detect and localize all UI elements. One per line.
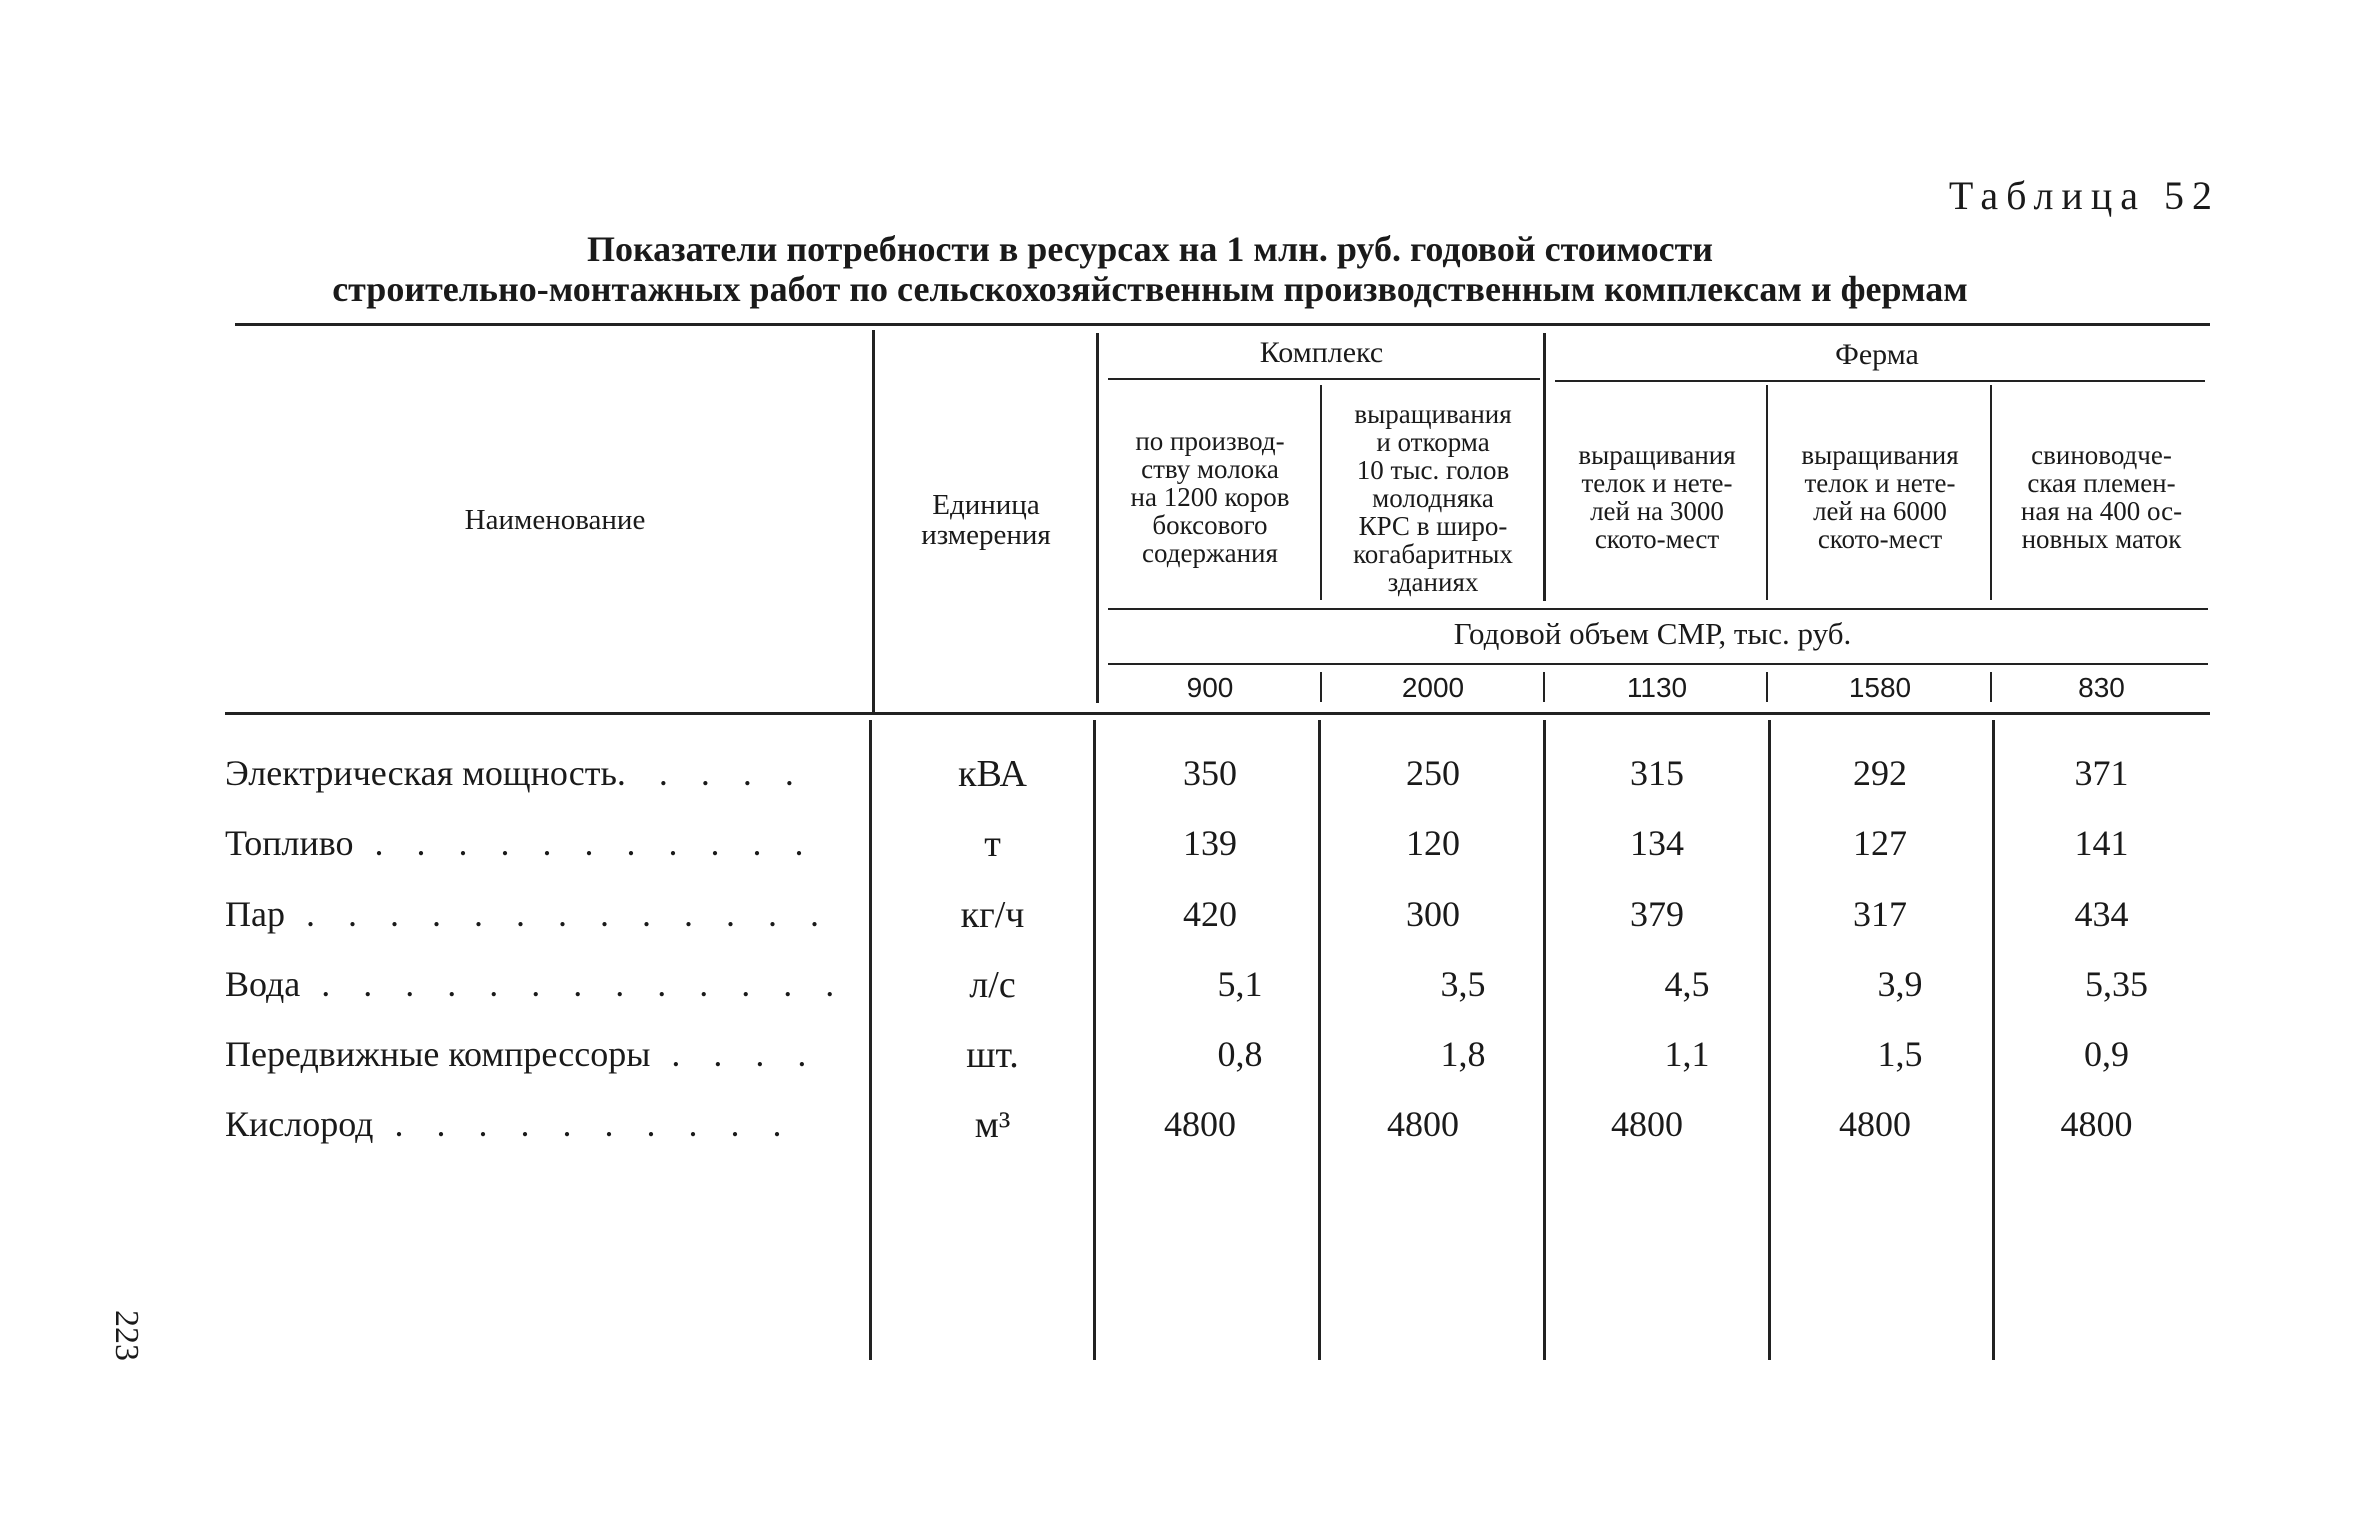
complex-group-rule (1108, 378, 1540, 380)
volume-values-rule (1108, 663, 2208, 665)
row-name-electric-power: Электрическая мощность. . . . . (225, 753, 806, 793)
row-unit-water: л/с (969, 964, 1016, 1006)
header-col-3 (1547, 441, 1767, 553)
farm-group-rule (1555, 380, 2205, 382)
header-col-3-line: лей на 3000 (1590, 496, 1724, 526)
row-unit-steam: кг/ч (960, 894, 1025, 936)
row-unit-mobile-compressors: шт. (966, 1034, 1019, 1076)
row-name-oxygen: Кислород . . . . . . . . . . (225, 1104, 794, 1144)
cell: 4800 (1839, 1104, 1911, 1144)
header-col-4-line: ското-мест (1817, 524, 1943, 554)
cell: 4800 (2060, 1104, 2133, 1144)
cell: 3,9 (1877, 964, 1923, 1004)
col-divider-4-header (1990, 385, 1992, 600)
cell: 4800 (1164, 1104, 1236, 1144)
cell: 4800 (1387, 1104, 1459, 1144)
vol-divider-1 (1320, 672, 1322, 702)
cell: 250 (1406, 753, 1460, 793)
header-col-2-line: выращивания (1354, 399, 1512, 429)
cell: 379 (1630, 894, 1684, 934)
cell: 120 (1406, 823, 1460, 863)
cell: 315 (1630, 753, 1684, 793)
header-bottom-rule (225, 712, 2210, 715)
volume-label: Годовой объем СМР, тыс. руб. (1453, 616, 1852, 651)
cell: 420 (1183, 894, 1237, 934)
cell: 5,1 (1217, 964, 1263, 1004)
col-divider-1-header (1320, 385, 1322, 600)
header-col-2-line: 10 тыс. голов (1356, 455, 1510, 485)
header-col-2-line: и откорма (1376, 427, 1490, 457)
cell: 4,5 (1664, 964, 1710, 1004)
volume-col-1: 900 (1186, 672, 1234, 703)
volume-col-2: 2000 (1401, 672, 1465, 703)
volume-col-3: 1130 (1626, 672, 1688, 703)
header-col-1 (1100, 427, 1320, 567)
row-name-water: Вода . . . . . . . . . . . . . (225, 964, 847, 1004)
volume-col-4: 1580 (1848, 672, 1912, 703)
vol-divider-4 (1990, 672, 1992, 702)
body-divider-name (869, 720, 872, 1360)
cell: 1,5 (1877, 1034, 1923, 1074)
header-col-4-line: выращивания (1801, 440, 1959, 470)
table-title-line-1: Показатели потребности в ресурсах на 1 млн. руб. годовой стоимости (586, 229, 1714, 269)
header-col-2-line: зданиях (1387, 567, 1479, 597)
header-col-5 (1994, 441, 2209, 553)
header-col-5-line: ная на 400 ос- (2020, 496, 2183, 526)
header-col-1-line: ству молока (1141, 454, 1279, 484)
header-group-complex: Комплекс (1259, 336, 1384, 369)
cell: 134 (1630, 823, 1684, 863)
row-unit-oxygen: м³ (974, 1104, 1011, 1146)
header-col-4 (1770, 441, 1990, 553)
header-col-3-line: выращивания (1578, 440, 1736, 470)
cell: 1,8 (1440, 1034, 1486, 1074)
header-col-5-line: свиноводче- (2031, 440, 2172, 470)
cell: 300 (1406, 894, 1460, 934)
cell: 0,9 (2084, 1034, 2129, 1074)
cell: 139 (1183, 823, 1237, 863)
cell: 434 (2074, 894, 2129, 934)
cell: 3,5 (1440, 964, 1486, 1004)
header-col-5-line: ская племен- (2027, 468, 2176, 498)
header-unit (876, 490, 1096, 550)
cell: 317 (1853, 894, 1907, 934)
vol-divider-2 (1543, 672, 1545, 702)
header-col-1-line: содержания (1142, 538, 1278, 568)
col-divider-2-header (1543, 333, 1546, 601)
table-title-line-2: строительно-монтажных работ по сельскохозяйственным производственным комплексам и фермам (332, 269, 1968, 309)
header-col-2-line: КРС в широ- (1358, 511, 1508, 541)
cell: 0,8 (1217, 1034, 1263, 1074)
row-unit-fuel: т (984, 823, 1001, 865)
row-name-fuel: Топливо . . . . . . . . . . . (225, 823, 816, 863)
row-name-mobile-compressors: Передвижные компрессоры . . . . (225, 1034, 819, 1074)
cell: 371 (2074, 753, 2129, 793)
row-unit-electric-power: кВА (958, 753, 1027, 795)
row-name-steam: Пар . . . . . . . . . . . . . (225, 894, 831, 934)
cell: 127 (1853, 823, 1907, 863)
cell: 141 (2074, 823, 2129, 863)
header-col-2-line: когабаритных (1353, 539, 1513, 569)
header-col-3-line: ското-мест (1594, 524, 1720, 554)
page-number: 223 (108, 1310, 145, 1361)
header-col-5-line: новных маток (2021, 524, 2182, 554)
header-col-3-line: телок и нете- (1581, 468, 1733, 498)
col-divider-name (872, 330, 875, 712)
cell: 292 (1853, 753, 1907, 793)
cell: 4800 (1611, 1104, 1683, 1144)
volume-col-5: 830 (2078, 672, 2125, 703)
volume-label-rule (1108, 608, 2208, 610)
header-col-4-line: лей на 6000 (1813, 496, 1947, 526)
header-unit-line-2: измерения (921, 519, 1051, 551)
header-group-farm: Ферма (1835, 338, 1919, 371)
header-name: Наименование (464, 504, 646, 536)
header-col-2 (1323, 400, 1543, 596)
header-col-1-line: по производ- (1135, 426, 1285, 456)
header-col-4-line: телок и нете- (1804, 468, 1956, 498)
cell: 5,35 (2085, 964, 2148, 1004)
header-col-2-line: молодняка (1372, 483, 1494, 513)
header-col-1-line: на 1200 коров (1130, 482, 1290, 512)
header-unit-line-1: Единица (932, 489, 1040, 521)
header-col-1-line: боксового (1152, 510, 1268, 540)
cell: 350 (1183, 753, 1237, 793)
col-divider-unit (1096, 333, 1099, 703)
table-number-label: Таблица 52 (1948, 173, 2220, 218)
cell: 1,1 (1664, 1034, 1710, 1074)
table-top-rule (235, 323, 2210, 326)
